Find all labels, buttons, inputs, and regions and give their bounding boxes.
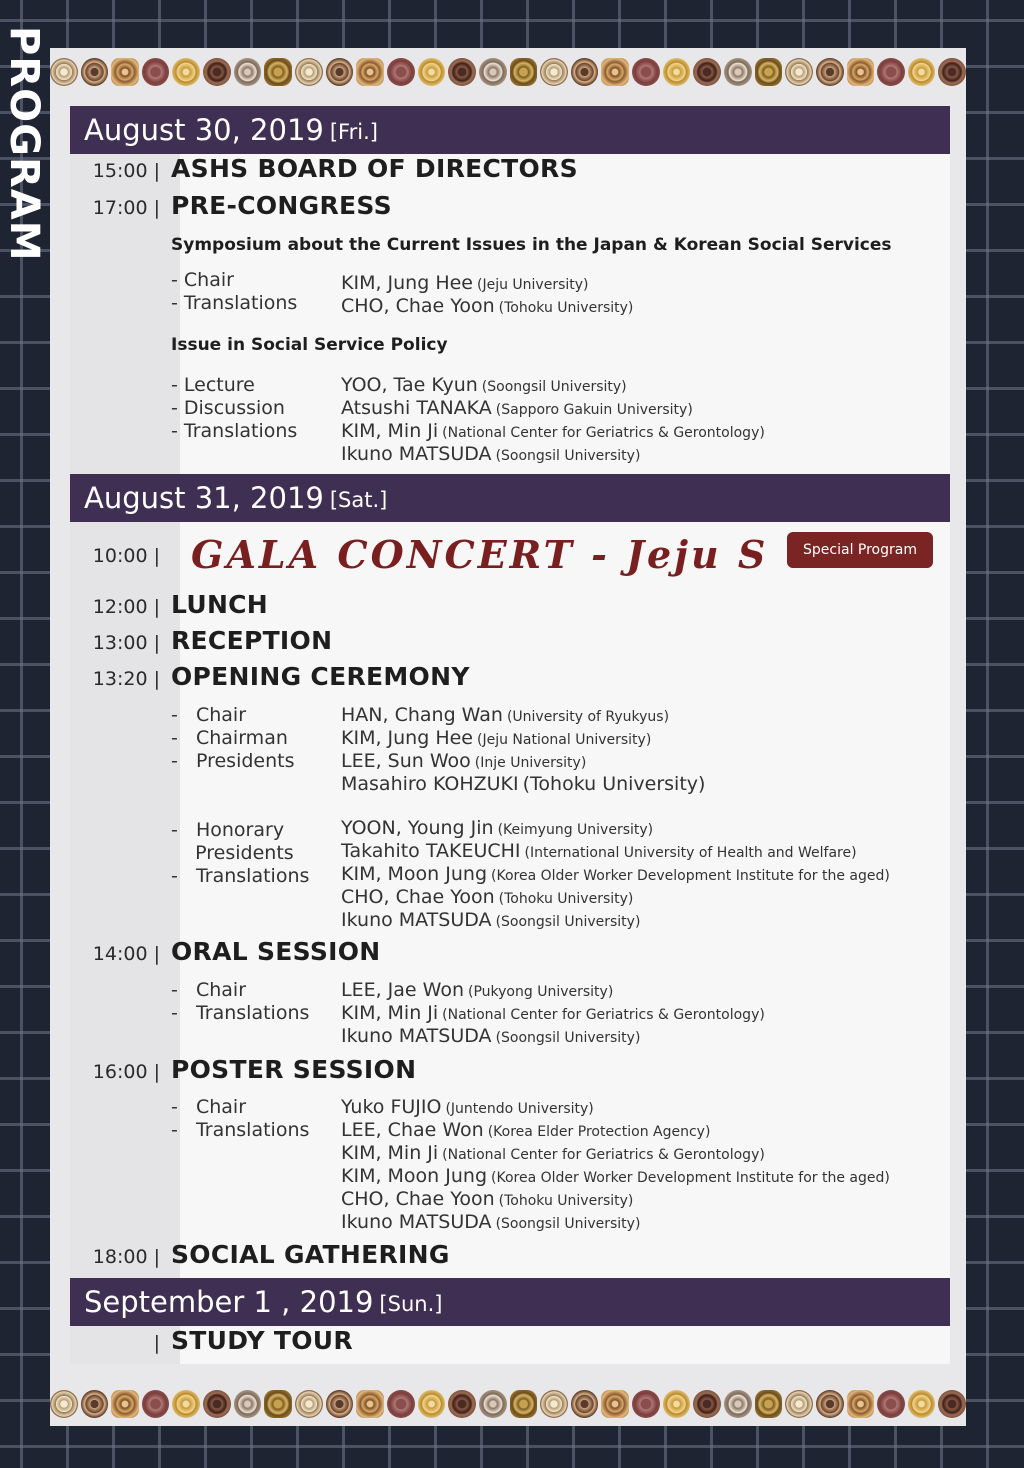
side-title: PROGRAM [1, 26, 47, 262]
ornament-icon [510, 1390, 538, 1418]
ornament-icon [234, 1390, 262, 1418]
program-page [50, 48, 966, 1426]
event-title-opening: OPENING CEREMONY [171, 662, 470, 691]
person-entry [341, 909, 890, 932]
person-entry [341, 817, 890, 840]
day-weekday: [Fri.] [329, 120, 378, 144]
person-name: CHO, Chae Yoon [341, 295, 495, 317]
person-affiliation: (Soongsil University) [495, 914, 641, 930]
people-list [341, 704, 705, 796]
people-list [341, 1096, 890, 1234]
person-name: KIM, Min Ji [341, 1002, 439, 1024]
day-weekday: [Sat.] [329, 488, 388, 512]
ornament-icon [81, 1390, 109, 1418]
ornament-icon [203, 1390, 231, 1418]
person-entry [341, 295, 633, 318]
person-affiliation: (Korea Elder Protection Agency) [487, 1124, 711, 1140]
roles-list [171, 1096, 309, 1142]
ornament-icon [142, 1390, 170, 1418]
ornament-icon [785, 58, 813, 86]
role-label: - Translations [171, 1002, 310, 1024]
ornament-icon [326, 1390, 354, 1418]
event-time: 18:00 | [92, 1246, 160, 1268]
person-entry [341, 443, 765, 466]
role-label: - Discussion [171, 397, 285, 419]
person-entry [341, 272, 633, 295]
ornament-icon [295, 58, 323, 86]
person-entry [341, 1096, 890, 1119]
person-name: Ikuno MATSUDA [341, 909, 492, 931]
ornament-icon [540, 1390, 568, 1418]
event-title-lunch: LUNCH [171, 590, 269, 619]
gala-row [70, 532, 950, 590]
session-subtitle: Issue in Social Service Policy [171, 335, 448, 355]
ornament-icon [172, 58, 200, 86]
person-name: KIM, Moon Jung [341, 863, 488, 885]
role-label: - Translations [171, 865, 310, 887]
roles-list [171, 979, 309, 1025]
day-date: August 31, 2019 [84, 481, 324, 515]
ornament-icon [663, 1390, 691, 1418]
ornament-icon [172, 1390, 200, 1418]
ornament-icon [540, 58, 568, 86]
person-entry [341, 979, 765, 1002]
person-entry [341, 1025, 765, 1048]
role-label: - Chairman [171, 727, 288, 749]
special-program-badge: Special Program [787, 532, 933, 568]
event-time: 12:00 | [92, 596, 160, 618]
person-name: Atsushi TANAKA [341, 397, 492, 419]
ornament-icon [479, 58, 507, 86]
ornament-icon [111, 58, 139, 86]
day-date: August 30, 2019 [84, 113, 324, 147]
ornament-icon [387, 1390, 415, 1418]
role-label: - Chair [171, 979, 247, 1001]
person-affiliation: (Soongsil University) [495, 1216, 641, 1232]
person-affiliation: (Korea Older Worker Development Institute for the aged) [491, 868, 890, 884]
person-affiliation: (Pukyong University) [468, 984, 614, 1000]
ornament-icon [908, 58, 936, 86]
ornament-icon [632, 1390, 660, 1418]
ornament-icon [693, 1390, 721, 1418]
ornament-icon [295, 1390, 323, 1418]
ornament-icon [50, 58, 78, 86]
ornament-icon [81, 58, 109, 86]
person-name: Ikuno MATSUDA [341, 443, 492, 465]
roles-list [171, 819, 309, 888]
ornament-icon [693, 58, 721, 86]
person-affiliation: (Jeju University) [477, 277, 589, 293]
person-affiliation: (Juntendo University) [445, 1101, 594, 1117]
person-affiliation: (Keimyung University) [497, 822, 654, 838]
ornament-icon [418, 1390, 446, 1418]
ornament-icon [571, 58, 599, 86]
person-name: KIM, Moon Jung [341, 1165, 488, 1187]
role-label: - Chair [171, 269, 234, 291]
person-name: Ikuno MATSUDA [341, 1025, 492, 1047]
person-entry [341, 1211, 890, 1234]
ornament-icon [448, 1390, 476, 1418]
ornament-icon [724, 1390, 752, 1418]
person-affiliation: (Sapporo Gakuin University) [495, 402, 693, 418]
person-affiliation: (National Center for Geriatrics & Gerontology) [442, 1007, 765, 1023]
person-entry [341, 1142, 890, 1165]
day-header-aug31 [70, 474, 950, 522]
day-date: September 1 , 2019 [84, 1285, 374, 1319]
day-weekday: [Sun.] [379, 1292, 443, 1316]
role-label: - Lecture [171, 374, 255, 396]
ornament-icon [877, 58, 905, 86]
person-affiliation: (International University of Health and Welfare) [524, 845, 857, 861]
ornament-icon [142, 58, 170, 86]
person-name: CHO, Chae Yoon [341, 1188, 495, 1210]
ornament-icon [356, 58, 384, 86]
ornament-icon [111, 1390, 139, 1418]
person-affiliation: (Tohoku University) [522, 773, 706, 795]
role-label: Presidents [171, 842, 294, 864]
ornament-border-top [50, 50, 966, 94]
person-entry [341, 1119, 890, 1142]
people-list [341, 374, 765, 466]
person-entry [341, 773, 705, 796]
role-label: - Chair [171, 1096, 247, 1118]
ornament-icon [264, 58, 292, 86]
ornament-icon [938, 58, 966, 86]
role-label: - Chair [171, 704, 247, 726]
ornament-icon [816, 1390, 844, 1418]
ornament-icon [663, 58, 691, 86]
event-title-precongress: PRE-CONGRESS [171, 191, 392, 220]
roles-list [171, 374, 297, 443]
person-entry [341, 750, 705, 773]
person-name: HAN, Chang Wan [341, 704, 503, 726]
ornament-icon [203, 58, 231, 86]
person-entry [341, 374, 765, 397]
ornament-icon [571, 1390, 599, 1418]
person-entry [341, 397, 765, 420]
person-name: KIM, Jung Hee [341, 272, 473, 294]
ornament-icon [632, 58, 660, 86]
ornament-icon [847, 1390, 875, 1418]
person-affiliation: (Tohoku University) [498, 891, 634, 907]
event-time: 13:00 | [92, 632, 160, 654]
person-name: KIM, Min Ji [341, 1142, 439, 1164]
day-header-aug30 [70, 106, 950, 154]
ornament-icon [755, 58, 783, 86]
ornament-icon [847, 58, 875, 86]
ornament-icon [418, 58, 446, 86]
ornament-icon [724, 58, 752, 86]
person-affiliation: (Inje University) [474, 755, 587, 771]
session-subtitle: Symposium about the Current Issues in the Japan & Korean Social Services [171, 235, 892, 255]
person-name: CHO, Chae Yoon [341, 886, 495, 908]
event-time: | [153, 1332, 160, 1354]
roles-list [171, 704, 295, 773]
ornament-icon [448, 58, 476, 86]
ornament-icon [479, 1390, 507, 1418]
roles-list [171, 269, 297, 315]
person-name: LEE, Jae Won [341, 979, 464, 1001]
person-affiliation: (Soongsil University) [495, 448, 641, 464]
event-time: 16:00 | [92, 1061, 160, 1083]
ornament-icon [785, 1390, 813, 1418]
ornament-icon [877, 1390, 905, 1418]
ornament-border-bottom [50, 1382, 966, 1426]
person-affiliation: (Tohoku University) [498, 1193, 634, 1209]
person-affiliation: (Jeju National University) [477, 732, 652, 748]
person-name: Masahiro KOHZUKI [341, 773, 519, 795]
person-name: Takahito TAKEUCHI [341, 840, 521, 862]
person-name: Yuko FUJIO [341, 1096, 442, 1118]
event-title-board: ASHS BOARD OF DIRECTORS [171, 154, 578, 183]
person-entry [341, 420, 765, 443]
event-time: 15:00 | [92, 160, 160, 182]
ornament-icon [938, 1390, 966, 1418]
role-label: - Translations [171, 420, 298, 442]
person-entry [341, 1188, 890, 1211]
day-header-sep1 [70, 1278, 950, 1326]
person-entry [341, 863, 890, 886]
person-name: LEE, Sun Woo [341, 750, 471, 772]
person-name: LEE, Chae Won [341, 1119, 484, 1141]
ornament-icon [755, 1390, 783, 1418]
role-label: - Translations [171, 1119, 310, 1141]
person-name: Ikuno MATSUDA [341, 1211, 492, 1233]
ornament-icon [50, 1390, 78, 1418]
event-time: 13:20 | [92, 668, 160, 690]
people-list [341, 817, 890, 932]
ornament-icon [264, 1390, 292, 1418]
person-affiliation: (Korea Older Worker Development Institute for the aged) [491, 1170, 890, 1186]
person-entry [341, 1165, 890, 1188]
person-name: YOON, Young Jin [341, 817, 494, 839]
ornament-icon [234, 58, 262, 86]
ornament-icon [356, 1390, 384, 1418]
ornament-icon [908, 1390, 936, 1418]
ornament-icon [601, 1390, 629, 1418]
person-entry [341, 704, 705, 727]
person-affiliation: (National Center for Geriatrics & Gerontology) [442, 1147, 765, 1163]
event-title-oral: ORAL SESSION [171, 937, 381, 966]
role-label: - Translations [171, 292, 298, 314]
ornament-icon [387, 58, 415, 86]
event-title-poster: POSTER SESSION [171, 1055, 417, 1084]
person-affiliation: (Soongsil University) [495, 1030, 641, 1046]
person-affiliation: (University of Ryukyus) [506, 709, 670, 725]
person-affiliation: (Soongsil University) [481, 379, 627, 395]
person-entry [341, 840, 890, 863]
event-title-study-tour: STUDY TOUR [171, 1326, 353, 1355]
person-entry [341, 1002, 765, 1025]
event-title-social: SOCIAL GATHERING [171, 1240, 450, 1269]
ornament-icon [510, 58, 538, 86]
person-name: YOO, Tae Kyun [341, 374, 478, 396]
person-name: KIM, Min Ji [341, 420, 439, 442]
people-list [341, 979, 765, 1048]
role-label: - Honorary [171, 819, 285, 841]
event-time: 10:00 | [92, 545, 160, 567]
person-affiliation: (National Center for Geriatrics & Gerontology) [442, 425, 765, 441]
ornament-icon [326, 58, 354, 86]
event-time: 14:00 | [92, 943, 160, 965]
event-title-reception: RECEPTION [171, 626, 333, 655]
role-label: - Presidents [171, 750, 295, 772]
person-entry [341, 886, 890, 909]
person-affiliation: (Tohoku University) [498, 300, 634, 316]
ornament-icon [601, 58, 629, 86]
person-entry [341, 727, 705, 750]
person-name: KIM, Jung Hee [341, 727, 473, 749]
ornament-icon [816, 58, 844, 86]
gala-concert-title: GALA CONCERT - Jeju S [191, 532, 769, 577]
people-list [341, 272, 633, 318]
event-time: 17:00 | [92, 197, 160, 219]
